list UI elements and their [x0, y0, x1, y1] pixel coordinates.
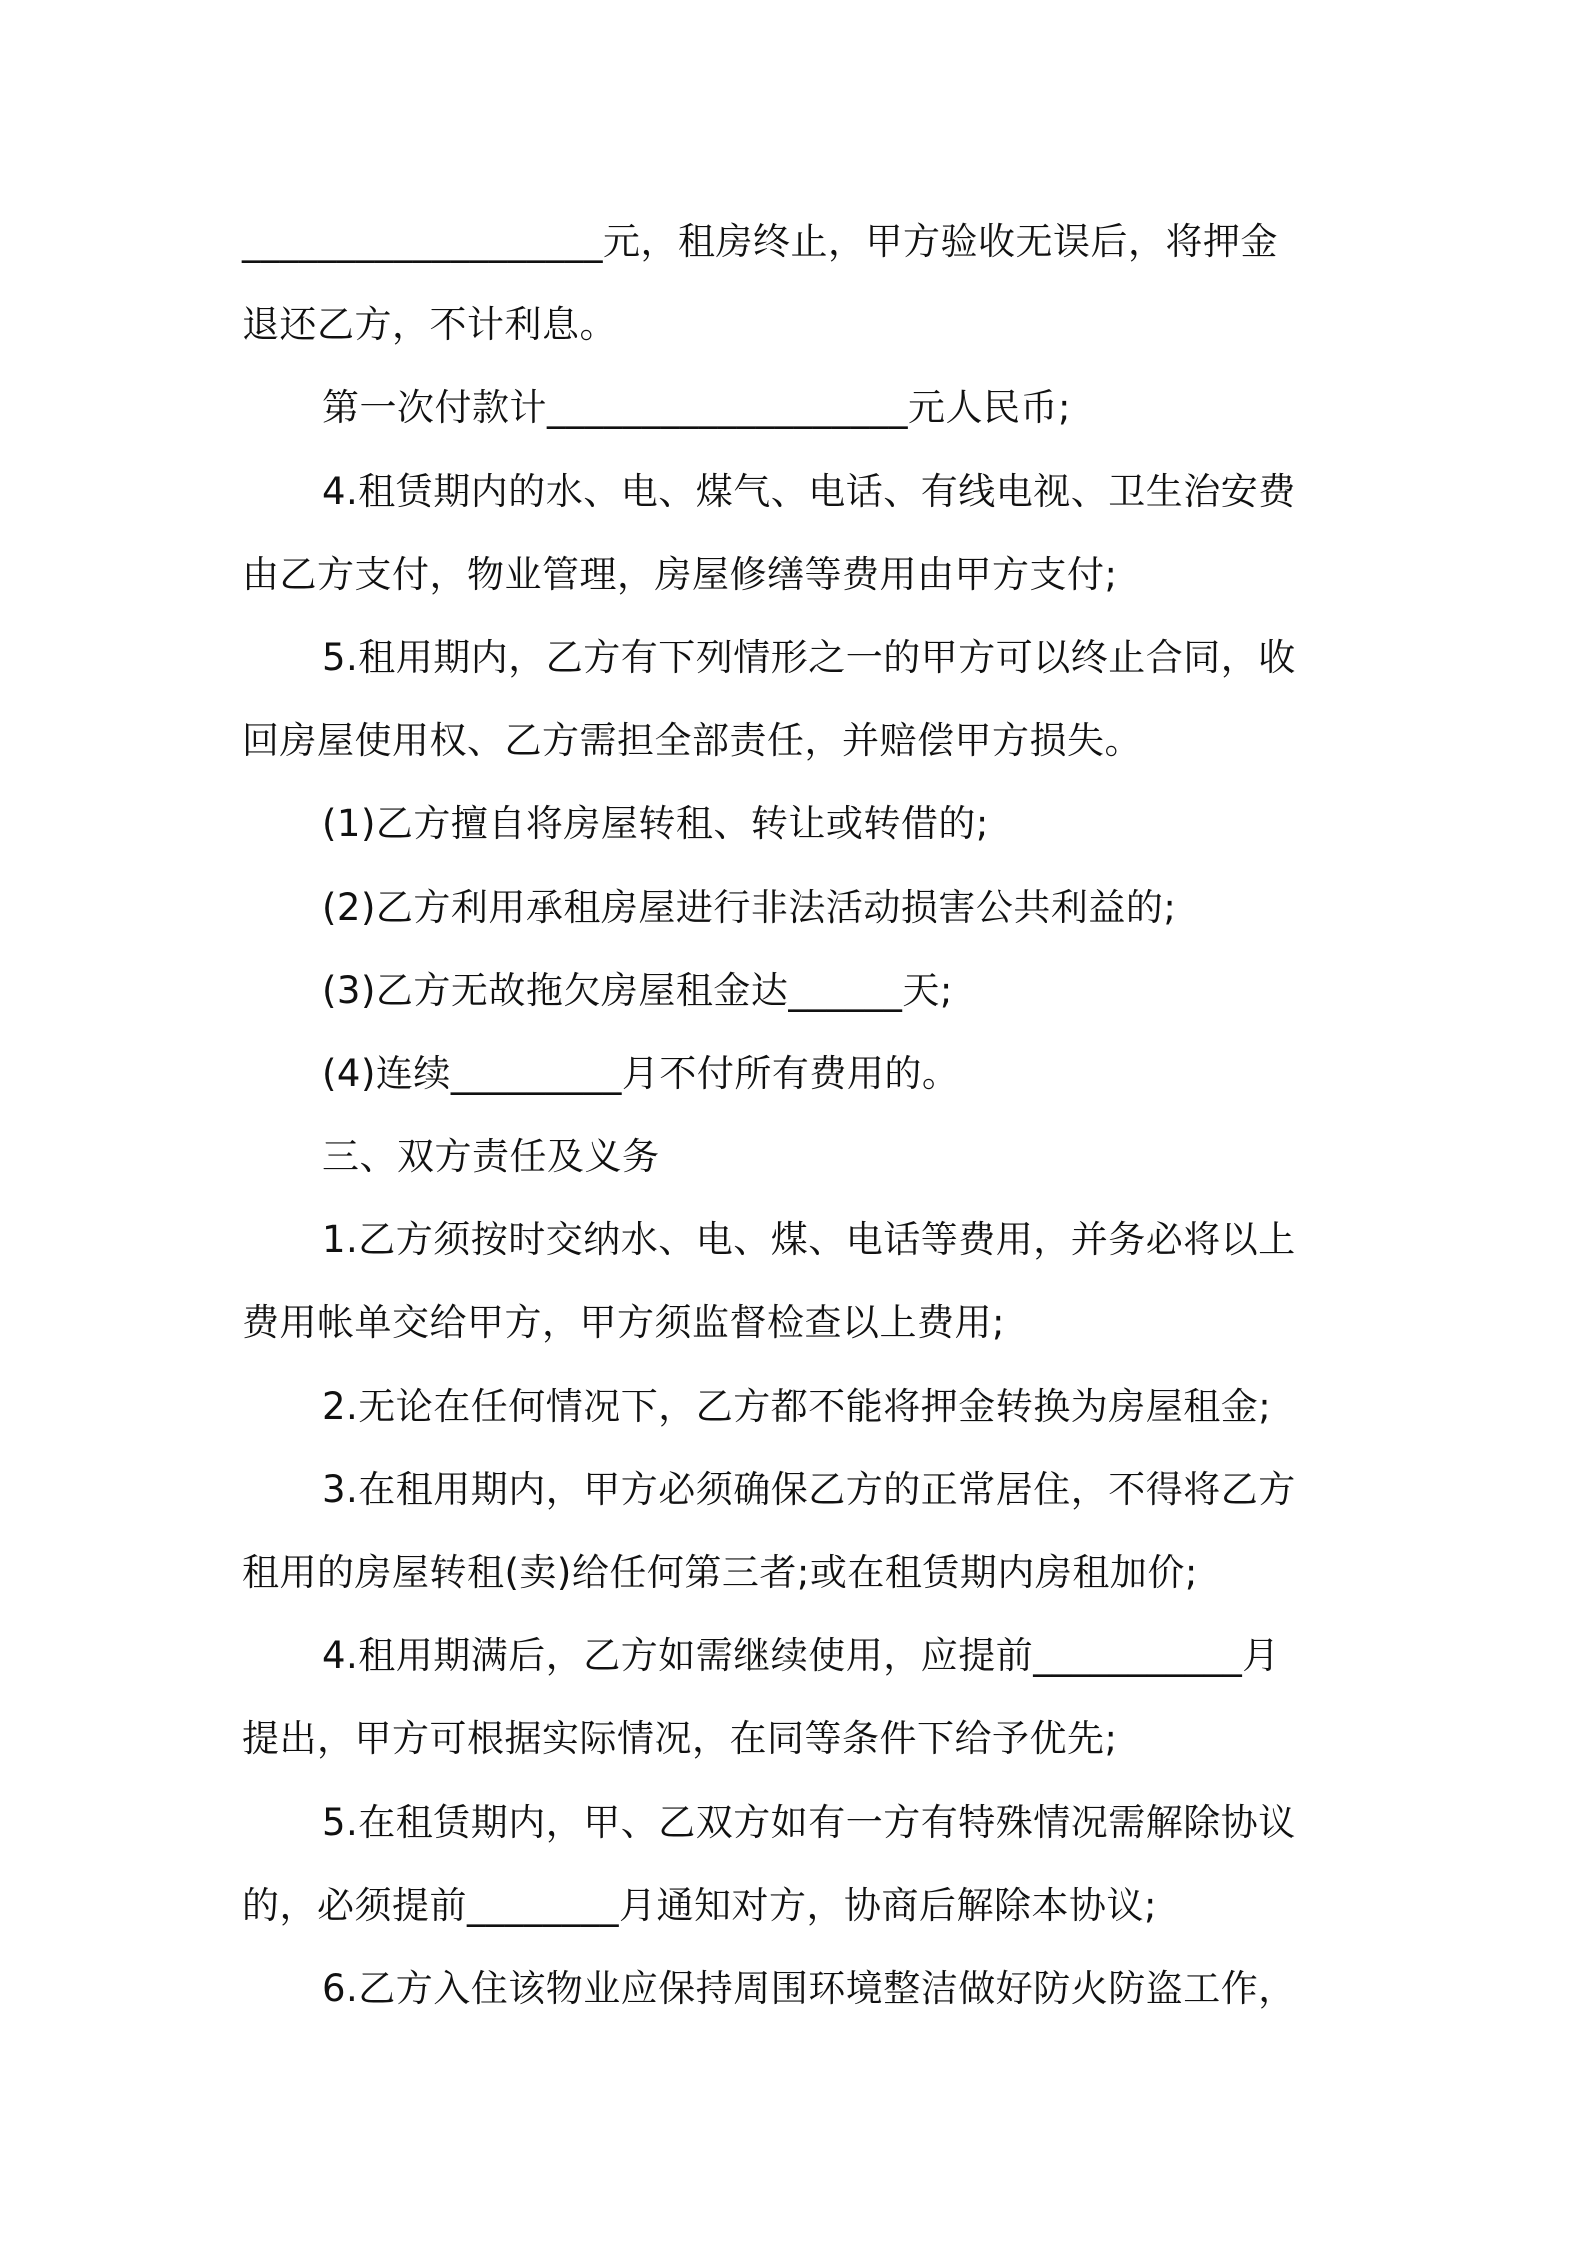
text-line: 第一次付款计___________________元人民币; [322, 386, 1071, 430]
text-line: 2.无论在任何情况下，乙方都不能将押金转换为房屋租金; [322, 1384, 1272, 1428]
text-line: ___________________元，租房终止，甲方验收无误后，将押金 [242, 220, 1278, 263]
text-line: 由乙方支付，物业管理，房屋修缮等费用由甲方支付; [242, 552, 1118, 596]
text-line: (1)乙方擅自将房屋转租、转让或转借的; [322, 802, 989, 846]
text-line: (4)连续_________月不付所有费用的。 [322, 1051, 960, 1095]
text-line: 租用的房屋转租(卖)给任何第三者;或在租赁期内房租加价; [242, 1551, 1198, 1594]
text-line: (3)乙方无故拖欠房屋租金达______天; [322, 968, 953, 1012]
text-line: 回房屋使用权、乙方需担全部责任，并赔偿甲方损失。 [242, 719, 1142, 763]
section-heading: 三、双方责任及义务 [322, 1135, 660, 1179]
text-line: 退还乙方，不计利息。 [242, 303, 617, 347]
text-line: 提出，甲方可根据实际情况，在同等条件下给予优先; [242, 1717, 1118, 1761]
document-body [242, 200, 1352, 2030]
text-line: 5.在租赁期内，甲、乙双方如有一方有特殊情况需解除协议 [322, 1800, 1296, 1844]
text-line: 3.在租用期内，甲方必须确保乙方的正常居住，不得将乙方 [322, 1467, 1296, 1511]
text-line: (2)乙方利用承租房屋进行非法活动损害公共利益的; [322, 885, 1177, 929]
text-line: 6.乙方入住该物业应保持周围环境整洁做好防火防盗工作， [322, 1966, 1296, 2010]
text-line: 5.租用期内，乙方有下列情形之一的甲方可以终止合同，收 [322, 635, 1296, 679]
text-line: 费用帐单交给甲方，甲方须监督检查以上费用; [242, 1301, 1005, 1345]
text-line: 的，必须提前________月通知对方，协商后解除本协议; [242, 1883, 1157, 1927]
text-line: 4.租用期满后，乙方如需继续使用，应提前___________月 [322, 1634, 1280, 1678]
text-line: 1.乙方须按时交纳水、电、煤、电话等费用，并务必将以上 [322, 1218, 1296, 1262]
text-line: 4.租赁期内的水、电、煤气、电话、有线电视、卫生治安费 [322, 469, 1296, 513]
